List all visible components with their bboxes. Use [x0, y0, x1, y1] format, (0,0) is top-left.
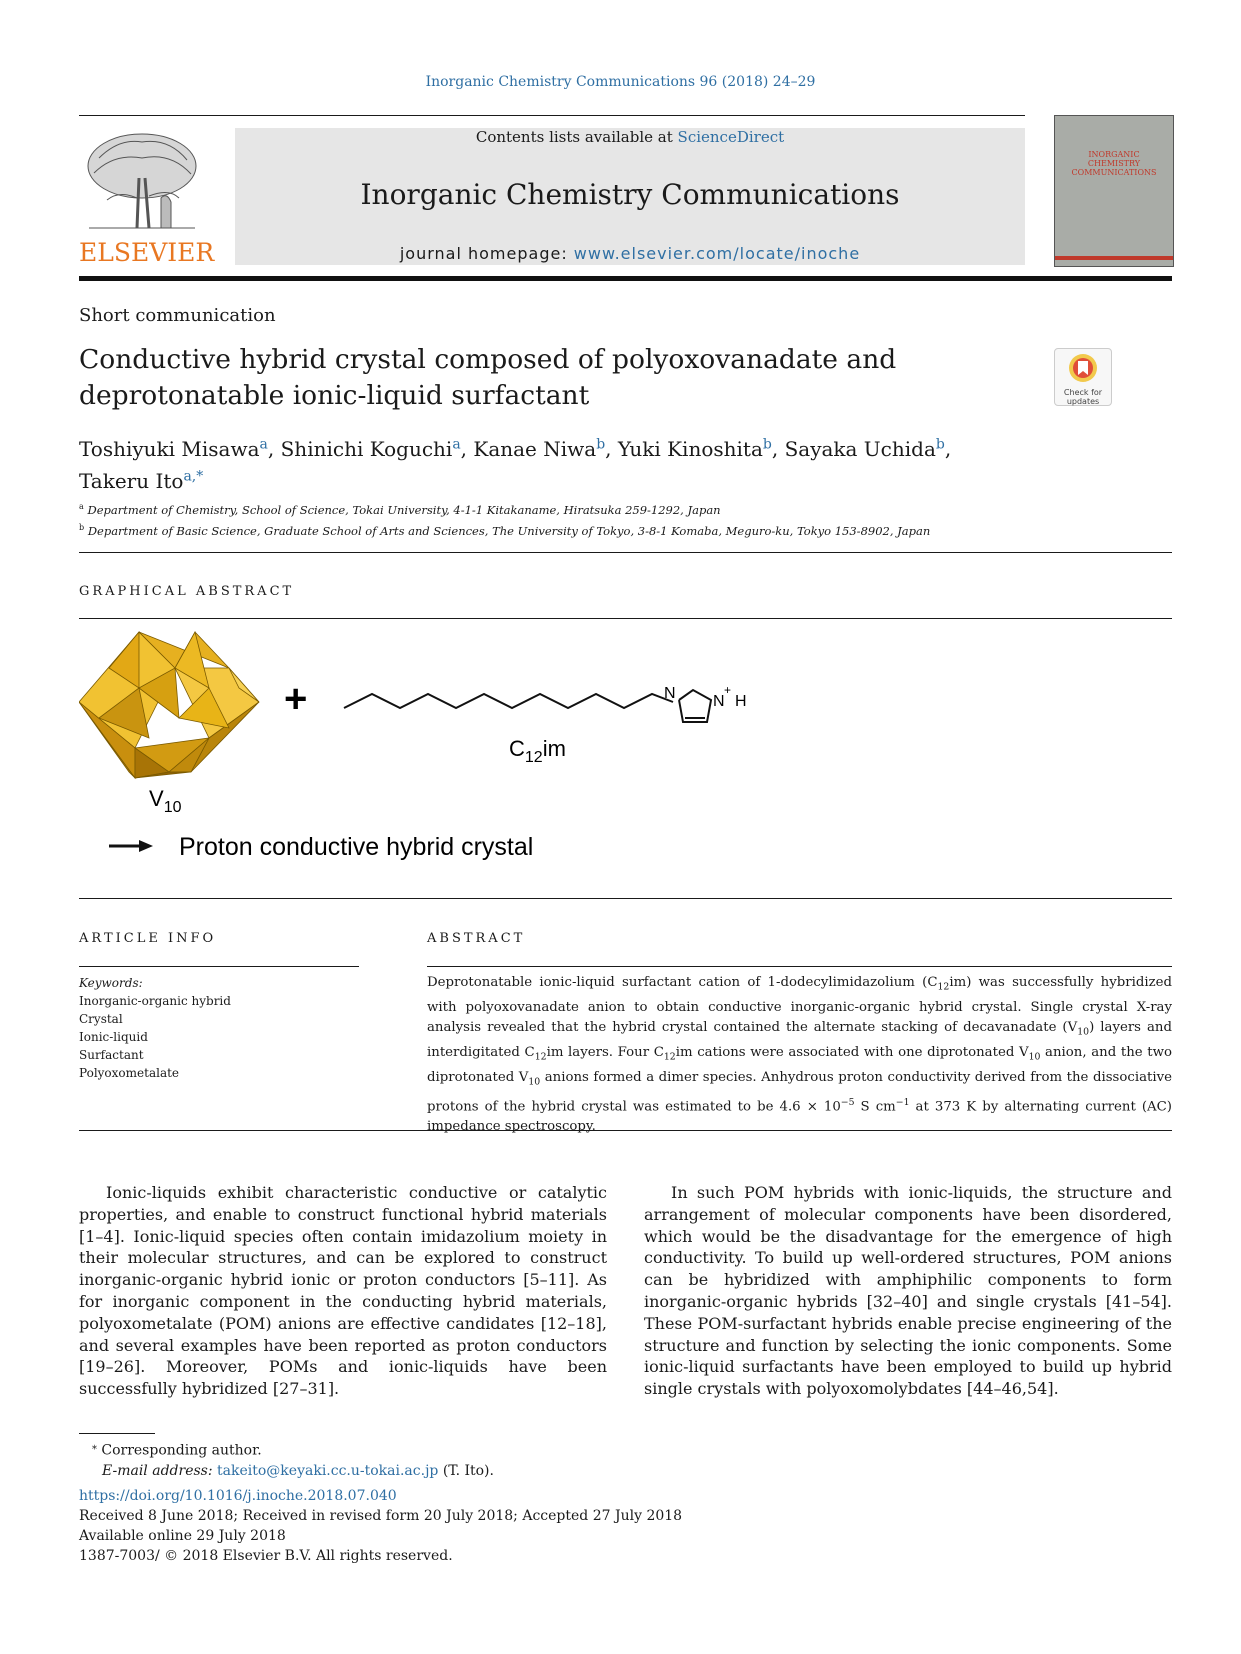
v10-polyhedra: [79, 632, 259, 778]
graphical-abstract-figure: [79, 628, 779, 868]
footnote-rule: [79, 1433, 155, 1434]
keyword: Crystal: [79, 1012, 123, 1026]
author[interactable]: Takeru Ito$^{a,*}$: [79, 468, 204, 494]
top-rule: [79, 115, 1025, 116]
keywords-block: [79, 974, 359, 1082]
rule-after-figure: [79, 898, 1172, 899]
contents-prefix: Contents lists available at: [475, 128, 678, 146]
arrow-caption: Proton conductive hybrid crystal: [179, 833, 534, 861]
email-line: E-mail address: takeito@keyaki.cc.u-tokai.ac.jp (T. Ito).: [102, 1462, 494, 1479]
journal-ref-link[interactable]: Inorganic Chemistry Communications 96 (2018) 24–29: [425, 74, 816, 90]
check-for-updates-button[interactable]: [1054, 348, 1112, 406]
elsevier-wordmark: ELSEVIER: [79, 238, 215, 267]
author[interactable]: Kanae Niwa$^b$: [473, 436, 606, 461]
elsevier-tree-icon: [79, 128, 205, 238]
keyword: Inorganic-organic hybrid: [79, 994, 231, 1008]
affiliations: [79, 498, 1079, 540]
keywords-label: Keywords:: [79, 976, 143, 990]
author[interactable]: Shinichi Koguchi$^a$: [280, 436, 461, 461]
rule-after-affiliations: [79, 552, 1172, 553]
article-title: [79, 342, 896, 414]
abstract-heading: ABSTRACT: [427, 931, 526, 946]
copyright: 1387-7003/ © 2018 Elsevier B.V. All rights reserved.: [79, 1548, 453, 1564]
atom-n1: N: [664, 685, 676, 702]
cover-title: INORGANIC CHEMISTRY COMMUNICATIONS: [1071, 150, 1157, 177]
atom-charge: +: [724, 683, 732, 697]
homepage-link[interactable]: www.elsevier.com/locate/inoche: [573, 244, 861, 263]
right-arrow-icon: [109, 840, 153, 852]
body-column-1: Ionic-liquids exhibit characteristic conductive or catalytic properties, and enable to construct functional hybrid materials [1–4]. Ionic-liquid species often contain imidazolium moiety in their molecular structures, and can be explored to construct inorganic-organic hybrid ionic or proton conductors [5–11]. As for inorganic component in the conducting hybrid materials, polyoxometalate (POM) anions are effective candidates [12–18], and several examples have been reported as proton conductors [19–26]. Moreover, POMs and ionic-liquids have been successfully hybridized [27–31].: [79, 1183, 607, 1399]
affiliation-a: $^a$ Department of Chemistry, School of Science, Tokai University, 4-1-1 Kitakaname, Hiratsuka 259-1292, Japan: [79, 502, 721, 517]
atom-n2: N: [713, 693, 725, 710]
sciencedirect-link[interactable]: ScienceDirect: [677, 128, 785, 146]
publication-info: [79, 1486, 682, 1566]
received-dates: Received 8 June 2018; Received in revised form 20 July 2018; Accepted 27 July 2018: [79, 1508, 683, 1524]
email-link[interactable]: takeito@keyaki.cc.u-tokai.ac.jp: [217, 1462, 439, 1479]
graphical-abstract-heading: GRAPHICAL ABSTRACT: [79, 584, 295, 599]
body-column-2: In such POM hybrids with ionic-liquids, the structure and arrangement of molecular components have been disordered, which would be the disadvantage for the emergence of high conductivity. To build up well-ordered structures, POM anions can be hybridized with amphiphilic components to form inorganic-organic hybrids [32–40] and single crystals [41–54]. These POM-surfactant hybrids enable precise engineering of the structure and function by selecting the ionic components. Some ionic-liquid surfactants have been employed to build up hybrid single crystals with polyoxomolybdates [44–46,54].: [644, 1183, 1172, 1399]
journal-header: [235, 128, 1025, 265]
keyword: Surfactant: [79, 1048, 144, 1062]
article-type: Short communication: [79, 305, 276, 326]
elsevier-logo: [79, 128, 215, 267]
rule-before-body: [79, 1130, 1172, 1131]
title-line-2: deprotonatable ionic-liquid surfactant: [79, 380, 590, 411]
imidazolium-ring: [673, 690, 711, 722]
atom-h: H: [735, 693, 747, 710]
bookmark-icon: [1067, 352, 1099, 384]
v10-label: $V_{10}$: [149, 786, 182, 816]
plus-sign: +: [284, 677, 308, 721]
keyword: Polyoxometalate: [79, 1066, 180, 1080]
homepage-prefix: journal homepage:: [399, 244, 574, 263]
footnotes: [92, 1437, 494, 1481]
check-updates-label: Check for updates: [1063, 388, 1103, 406]
rule-abstract: [427, 966, 1172, 967]
available-online: Available online 29 July 2018: [79, 1528, 286, 1544]
rule-article-info: [79, 966, 359, 967]
abstract-text: Deprotonatable ionic-liquid surfactant cation of 1-dodecylimidazolium $(C_{12}im)$ was successfully hybridized with polyoxovanadate anion to obtain conductive inorganic-organic hybrid crystal. Single crystal X-ray analysis revealed that the hybrid crystal contained the alternate stacking of decavanadate $(V_{10})$ layers and interdigitated $C_{12}im$ layers. Four $C_{12}im$ cations were associated with one diprotonated $V_{10}$ anion, and the two diprotonated $V_{10}$ anions formed a dimer species. Anhydrous proton conductivity derived from the dissociative protons of the hybrid crystal was estimated to be $4.6 \times 10^{-5}$ S $cm^{-1}$ at 373 K by alternating current (AC) impedance spectroscopy.: [427, 975, 1173, 1135]
keyword: Ionic-liquid: [79, 1030, 148, 1044]
author[interactable]: Toshiyuki Misawa$^a$: [79, 436, 268, 461]
header-thick-rule: [79, 276, 1172, 281]
article-info-heading: ARTICLE INFO: [79, 931, 217, 946]
rule-graphical-abstract: [79, 618, 1172, 619]
journal-cover[interactable]: [1054, 115, 1174, 267]
affiliation-b: $^b$ Department of Basic Science, Graduate School of Arts and Sciences, The University of Tokyo, 3-8-1 Komaba, Meguro-ku, Tokyo 153-8902, Japan: [79, 522, 931, 538]
c12im-label: $C_{12}im$: [509, 736, 566, 766]
journal-title: Inorganic Chemistry Communications: [360, 178, 900, 211]
cover-stripe: [1055, 256, 1173, 260]
corresponding-author-note: ⁎ Corresponding author.: [92, 1441, 262, 1459]
author[interactable]: Sayaka Uchida$^b$: [784, 436, 945, 461]
doi-link[interactable]: https://doi.org/10.1016/j.inoche.2018.07.040: [79, 1488, 397, 1504]
alkyl-chain: [344, 694, 673, 708]
author[interactable]: Yuki Kinoshita$^b$: [617, 436, 772, 461]
title-line-1: Conductive hybrid crystal composed of polyoxovanadate and: [79, 344, 897, 375]
authors: Toshiyuki Misawa$^a$, Shinichi Koguchi$^a$, Kanae Niwa$^b$, Yuki Kinoshita$^b$, Sayaka Uchida$^b$, Takeru Ito$^{a,*}$: [79, 436, 952, 494]
